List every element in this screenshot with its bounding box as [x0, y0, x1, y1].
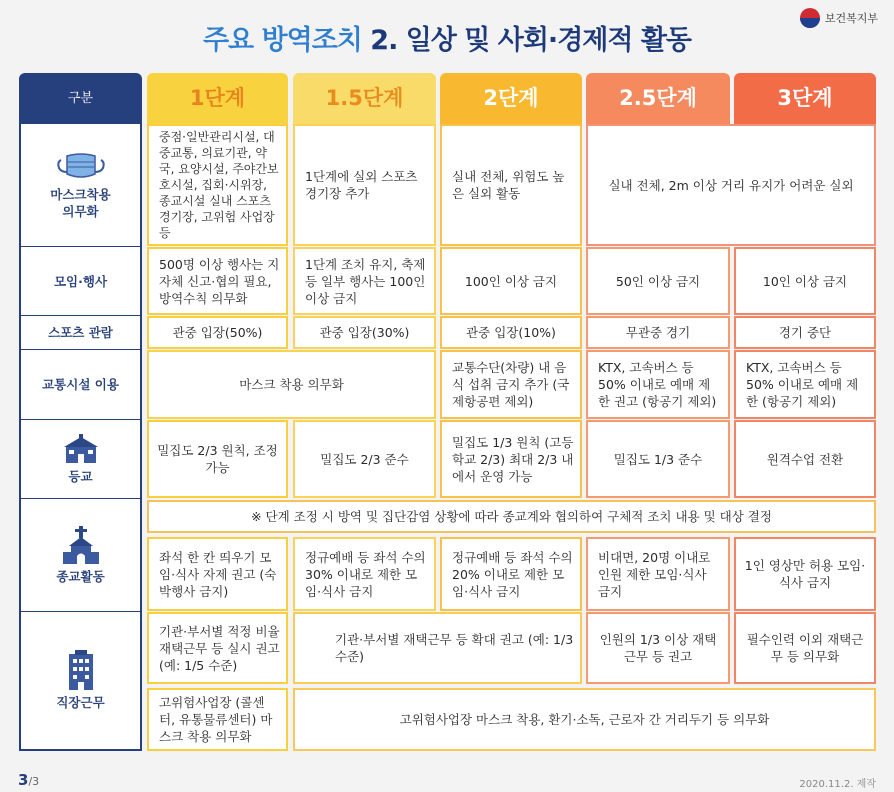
- page-total: /3: [28, 775, 40, 788]
- face-mask-icon: [55, 150, 107, 182]
- sports-stage-3: 경기 중단: [734, 316, 876, 349]
- religion-stage-2: 정규예배 등 좌석 수의 20% 이내로 제한 모임·식사 금지: [440, 537, 582, 611]
- religion-note: ※ 단계 조정 시 방역 및 집단감염 상황에 따라 종교계와 협의하여 구체적 조치 내용 및 대상 결정: [147, 500, 876, 533]
- school-stage-2-5: 밀집도 1/3 준수: [586, 420, 730, 498]
- work-high-risk-stage-1: 고위험사업장 (콜센터, 유통물류센터) 마스크 착용 의무화: [147, 688, 288, 751]
- ministry-name: 보건복지부: [824, 12, 878, 25]
- mask-stage-1: 중점·일반관리시설, 대중교통, 의료기관, 약국, 요양시설, 주야간보호시설, 집회·시위장, 종교시설 실내 스포츠 경기장, 고위험 사업장 등: [147, 124, 288, 246]
- header-stage-2-5: 2.5단계: [586, 73, 730, 124]
- transport-stage-2: 교통수단(차량) 내 음식 섭취 금지 추가 (국제항공편 제외): [440, 350, 582, 419]
- sports-stage-1-5: 관중 입장(30%): [293, 316, 436, 349]
- office-building-icon: [66, 650, 96, 690]
- work-stage-2-5: 인원의 1/3 이상 재택근무 등 권고: [586, 612, 730, 684]
- transport-stage-1-1-5: 마스크 착용 의무화: [147, 350, 436, 419]
- label-transport: 교통시설 이용: [19, 350, 142, 419]
- label-school-text: 등교: [68, 468, 93, 484]
- header-stage-2: 2단계: [440, 73, 582, 124]
- label-gathering: 모임·행사: [19, 247, 142, 315]
- work-high-risk-stage-1-5-3: 고위험사업장 마스크 착용, 환기·소독, 근로자 간 거리두기 등 의무화: [293, 688, 876, 751]
- school-stage-1: 밀집도 2/3 원칙, 조정 가능: [147, 420, 288, 498]
- page-indicator: [18, 771, 39, 789]
- transport-stage-2-5: KTX, 고속버스 등 50% 이내로 예매 제한 권고 (항공기 제외): [586, 350, 730, 419]
- work-stage-1-5-2: 기관·부서별 재택근무 등 확대 권고 (예: 1/3 수준): [293, 612, 582, 684]
- school-stage-1-5: 밀집도 2/3 준수: [293, 420, 436, 498]
- gathering-stage-1-5: 1단계 조치 유지, 축제 등 일부 행사는 100인 이상 금지: [293, 247, 436, 315]
- gathering-stage-2-5: 50인 이상 금지: [586, 247, 730, 315]
- header-stage-3: 3단계: [734, 73, 876, 124]
- header-category: 구분: [19, 73, 142, 124]
- religion-stage-3: 1인 영상만 허용 모임·식사 금지: [734, 537, 876, 611]
- production-date: 2020.11.2. 제작: [799, 779, 876, 790]
- school-stage-2: 밀집도 1/3 원칙 (고등학교 2/3) 최대 2/3 내에서 운영 가능: [440, 420, 582, 498]
- gathering-stage-3: 10인 이상 금지: [734, 247, 876, 315]
- mask-stage-2-5-3: 실내 전체, 2m 이상 거리 유지가 어려운 실외: [586, 124, 876, 246]
- header-stage-1: 1단계: [147, 73, 288, 124]
- religion-stage-1: 좌석 한 칸 띄우기 모임·식사 자제 권고 (숙박행사 금지): [147, 537, 288, 611]
- mask-stage-1-5: 1단계에 실외 스포츠 경기장 추가: [293, 124, 436, 246]
- header-stage-1-5: 1.5단계: [293, 73, 436, 124]
- title-prefix: 주요 방역조치: [202, 25, 362, 56]
- title-main: 2. 일상 및 사회·경제적 활동: [370, 25, 692, 56]
- school-stage-3: 원격수업 전환: [734, 420, 876, 498]
- religion-stage-2-5: 비대면, 20명 이내로 인원 제한 모임·식사 금지: [586, 537, 730, 611]
- sports-stage-2: 관중 입장(10%): [440, 316, 582, 349]
- transport-stage-3: KTX, 고속버스 등 50% 이내로 예매 제한 (항공기 제외): [734, 350, 876, 419]
- sports-stage-2-5: 무관중 경기: [586, 316, 730, 349]
- church-icon: [63, 526, 99, 564]
- label-work: [19, 612, 142, 751]
- page-number: 3: [18, 771, 29, 789]
- gathering-stage-1: 500명 이상 행사는 지자체 신고·협의 필요, 방역수칙 의무화: [147, 247, 288, 315]
- label-mask-text: 마스크착용 의무화: [50, 187, 111, 219]
- label-religion-text: 종교활동: [56, 568, 105, 584]
- work-stage-3: 필수인력 이외 재택근무 등 의무화: [734, 612, 876, 684]
- gathering-stage-2: 100인 이상 금지: [440, 247, 582, 315]
- label-mask: [19, 124, 142, 246]
- mask-stage-2: 실내 전체, 위험도 높은 실외 활동: [440, 124, 582, 246]
- page-title: [0, 18, 894, 57]
- school-building-icon: [64, 434, 98, 464]
- label-school: [19, 420, 142, 498]
- sports-stage-1: 관중 입장(50%): [147, 316, 288, 349]
- label-religion: [19, 499, 142, 611]
- work-stage-1: 기관·부서별 적정 비율 재택근무 등 실시 권고 (예: 1/5 수준): [147, 612, 288, 684]
- label-work-text: 직장근무: [56, 695, 105, 710]
- religion-stage-1-5: 정규예배 등 좌석 수의 30% 이내로 제한 모임·식사 금지: [293, 537, 436, 611]
- label-sports: 스포츠 관람: [19, 316, 142, 349]
